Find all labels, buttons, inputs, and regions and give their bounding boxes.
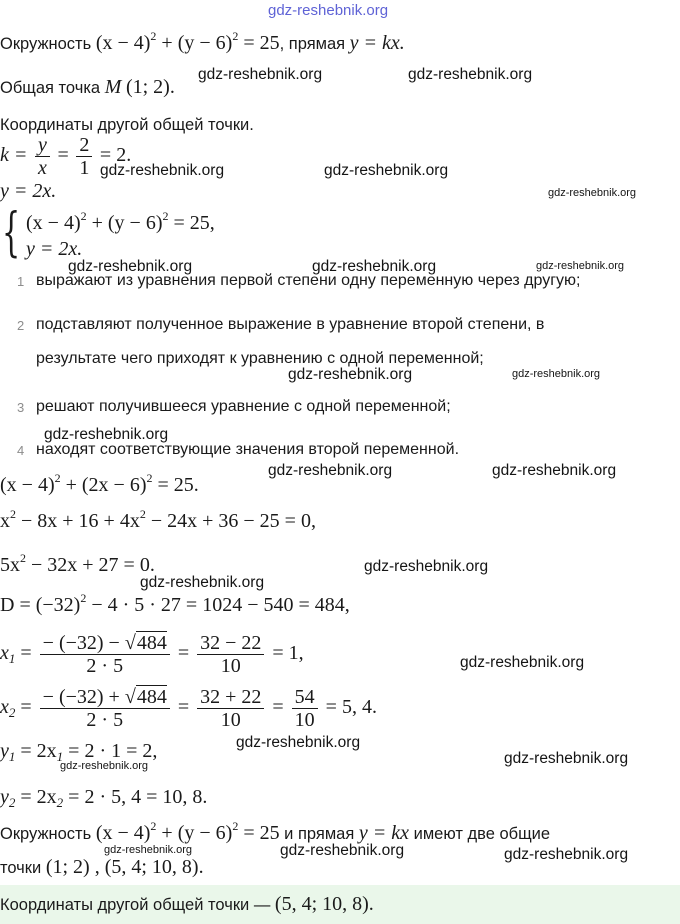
step-number: 4 [17, 443, 25, 458]
exponent: 2 [146, 471, 153, 485]
text-common-point: Общая точка [0, 79, 101, 97]
subscript: 2 [56, 795, 64, 810]
exponent: 2 [10, 507, 16, 521]
line-equation: y = kx [358, 822, 410, 844]
exponent: 2 [80, 209, 87, 223]
circle-line-statement [0, 29, 405, 55]
fraction-x2-formula [40, 686, 170, 731]
subscript: 1 [8, 749, 16, 764]
subscript: 2 [8, 795, 16, 810]
watermark: gdz-reshebnik.org [268, 462, 393, 479]
eq-part: + (y − 6) [156, 822, 233, 844]
x1-result: = 1, [272, 642, 304, 665]
watermark: gdz-reshebnik.org [312, 258, 437, 275]
line-y-2x: y = 2x. [0, 180, 57, 202]
numerator: y [35, 134, 50, 157]
fraction-x1-simplified [197, 632, 264, 677]
step-text: результате чего приходят к уравнению с одной переменной; [36, 350, 484, 367]
eq-x1: $x_1$ = $\frac{- (-32) - √484}{2 \cdot 5}$ = $\frac{32 - 22}{10}$ = 1, [0, 632, 304, 677]
var: x [0, 642, 9, 665]
answer-text: Координаты другой общей точки — [0, 896, 275, 914]
watermark: gdz-reshebnik.org [198, 66, 323, 83]
numerator: − (−32) − √484 [40, 632, 170, 655]
eq-part: = 2 · 1 = 2, [63, 740, 158, 762]
numerator: 2 [76, 134, 92, 157]
equals: = [57, 143, 69, 166]
watermark: gdz-reshebnik.org [140, 574, 265, 591]
eq-part: + (y − 6) [156, 32, 233, 54]
denominator: 10 [220, 709, 241, 731]
eq-part: = 25 [238, 32, 280, 54]
fraction-y-over-x [35, 134, 50, 179]
fraction-x2-simplified [197, 686, 264, 731]
eq-part: − 4 · 5 · 27 = 1024 − 540 = 484, [86, 594, 350, 616]
step-text: выражают из уравнения первой степени одну переменную через другую; [36, 272, 581, 289]
watermark: gdz-reshebnik.org [100, 162, 225, 179]
watermark: gdz-reshebnik.org [60, 760, 149, 772]
eq-part: (x − 4) [95, 822, 151, 844]
eq-part: = 2 · 5, 4 = 10, 8. [63, 786, 208, 808]
system-eq1 [26, 209, 215, 234]
circle-equation [95, 819, 280, 844]
line-equation: y = kx. [349, 32, 405, 54]
subscript: 1 [8, 651, 16, 667]
eq-discriminant [0, 591, 350, 616]
eq-part: − 32x + 27 = 0. [26, 554, 155, 576]
points: (1; 2) , (5, 4; 10, 8). [45, 856, 204, 878]
eq-x2: $x_2$ = $\frac{- (-32) + √484}{2 \cdot 5}$ = $\frac{32 + 22}{10}$ = $\frac{54}{10}$ = 5, 4. [0, 686, 377, 731]
step-number: 2 [17, 318, 25, 333]
denominator: 2 · 5 [86, 655, 124, 677]
var: y [0, 740, 9, 762]
exponent: 2 [139, 507, 146, 521]
num-text: − (−32) − [42, 632, 125, 654]
step-text: подставляют полученное выражение в уравнение второй степени, в [36, 316, 545, 333]
watermark: gdz-reshebnik.org [536, 260, 625, 272]
exponent: 2 [162, 209, 169, 223]
system-brace: { [2, 203, 21, 263]
watermark: gdz-reshebnik.org [512, 368, 601, 380]
answer-value: (5, 4; 10, 8). [274, 893, 374, 915]
eq-part: x [0, 510, 10, 532]
eq-part: + (y − 6) [86, 212, 163, 234]
denominator: 2 · 5 [86, 709, 124, 731]
x2-result: = 5, 4. [325, 696, 377, 719]
text-line-label: , прямая [279, 35, 346, 53]
conclusion-line1 [0, 819, 551, 845]
point-coordinates: (1; 2). [125, 76, 175, 98]
exponent: 2 [232, 819, 239, 833]
watermark: gdz-reshebnik.org [504, 750, 629, 767]
eq-y1 [0, 740, 157, 762]
eq-part: D = (−32) [0, 594, 81, 616]
exponent: 2 [150, 819, 157, 833]
x1-label [0, 642, 16, 667]
eq-part: 5x [0, 554, 20, 576]
eq-part: (x − 4) [26, 212, 81, 234]
text: и прямая [279, 825, 359, 843]
fraction-x2-final [292, 686, 318, 731]
watermark: gdz-reshebnik.org [408, 66, 533, 83]
conclusion-line2 [0, 856, 204, 879]
var: x [0, 696, 9, 719]
denominator: 10 [294, 709, 315, 731]
var: y [0, 786, 9, 808]
eq-quadratic [0, 551, 155, 576]
eq-part: + (2x − 6) [60, 474, 147, 496]
text: Окружность [0, 825, 92, 843]
step-text: решают получившееся уравнение с одной переменной; [36, 398, 451, 415]
numerator: 32 − 22 [197, 632, 264, 655]
text-circle-label: Окружность [0, 35, 92, 53]
point-name: M [104, 76, 122, 98]
circle-equation [95, 29, 280, 54]
watermark: gdz-reshebnik.org [104, 844, 193, 856]
exponent: 2 [20, 551, 26, 565]
exponent: 2 [150, 29, 157, 43]
watermark: gdz-reshebnik.org [236, 734, 361, 751]
watermark: gdz-reshebnik.org [548, 187, 637, 199]
watermark: gdz-reshebnik.org [68, 258, 193, 275]
eq-part: = 25 [238, 822, 280, 844]
eq-expansion [0, 507, 316, 532]
eq-part: − 8x + 16 + 4x [16, 510, 140, 532]
sqrt-value: 484 [136, 632, 167, 654]
subscript: 2 [8, 705, 16, 721]
eq-part: (x − 4) [0, 474, 55, 496]
exponent: 2 [80, 591, 87, 605]
numerator: − (−32) + √484 [40, 686, 170, 709]
eq-part: = 25, [168, 212, 215, 234]
eq-part: − 24x + 36 − 25 = 0, [145, 510, 316, 532]
eq-part: (x − 4) [95, 32, 151, 54]
exponent: 2 [232, 29, 239, 43]
step-number: 3 [17, 400, 25, 415]
text: точки [0, 859, 42, 877]
step-number: 1 [17, 274, 25, 289]
text: имеют две общие [409, 825, 551, 843]
watermark: gdz-reshebnik.org [460, 654, 585, 671]
other-point-heading: Координаты другой общей точки. [0, 116, 254, 134]
subscript: 1 [56, 749, 64, 764]
answer-line [0, 893, 374, 916]
eq-y2 [0, 786, 207, 808]
denominator: 1 [79, 157, 90, 179]
eq-part: = 25. [152, 474, 199, 496]
eq-part: = 2x [15, 786, 57, 808]
system-eq2: y = 2x. [26, 238, 83, 260]
watermark: gdz-reshebnik.org [492, 462, 617, 479]
eq-substitution [0, 471, 199, 496]
watermark: gdz-reshebnik.org [324, 162, 449, 179]
numerator: 54 [292, 686, 318, 709]
fraction-2-over-1 [76, 134, 92, 179]
eq-part: = 2x [15, 740, 57, 762]
sqrt-value: 484 [136, 686, 167, 708]
k-rhs: = 2. [99, 143, 132, 166]
k-lhs: k = [0, 143, 28, 166]
watermark: gdz-reshebnik.org [288, 366, 413, 383]
fraction-x1-formula [40, 632, 170, 677]
watermark: gdz-reshebnik.org [504, 846, 629, 863]
watermark: gdz-reshebnik.org [44, 426, 169, 443]
common-point-line [0, 76, 175, 99]
denominator: x [37, 157, 47, 179]
numerator: 32 + 22 [197, 686, 264, 709]
exponent: 2 [54, 471, 61, 485]
x2-label [0, 696, 16, 721]
watermark: gdz-reshebnik.org [364, 558, 489, 575]
denominator: 10 [220, 655, 241, 677]
num-text: − (−32) + [42, 686, 125, 708]
step-text: находят соответствующие значения второй переменной. [36, 441, 460, 458]
watermark-top: gdz-reshebnik.org [268, 2, 389, 19]
watermark: gdz-reshebnik.org [280, 842, 405, 859]
